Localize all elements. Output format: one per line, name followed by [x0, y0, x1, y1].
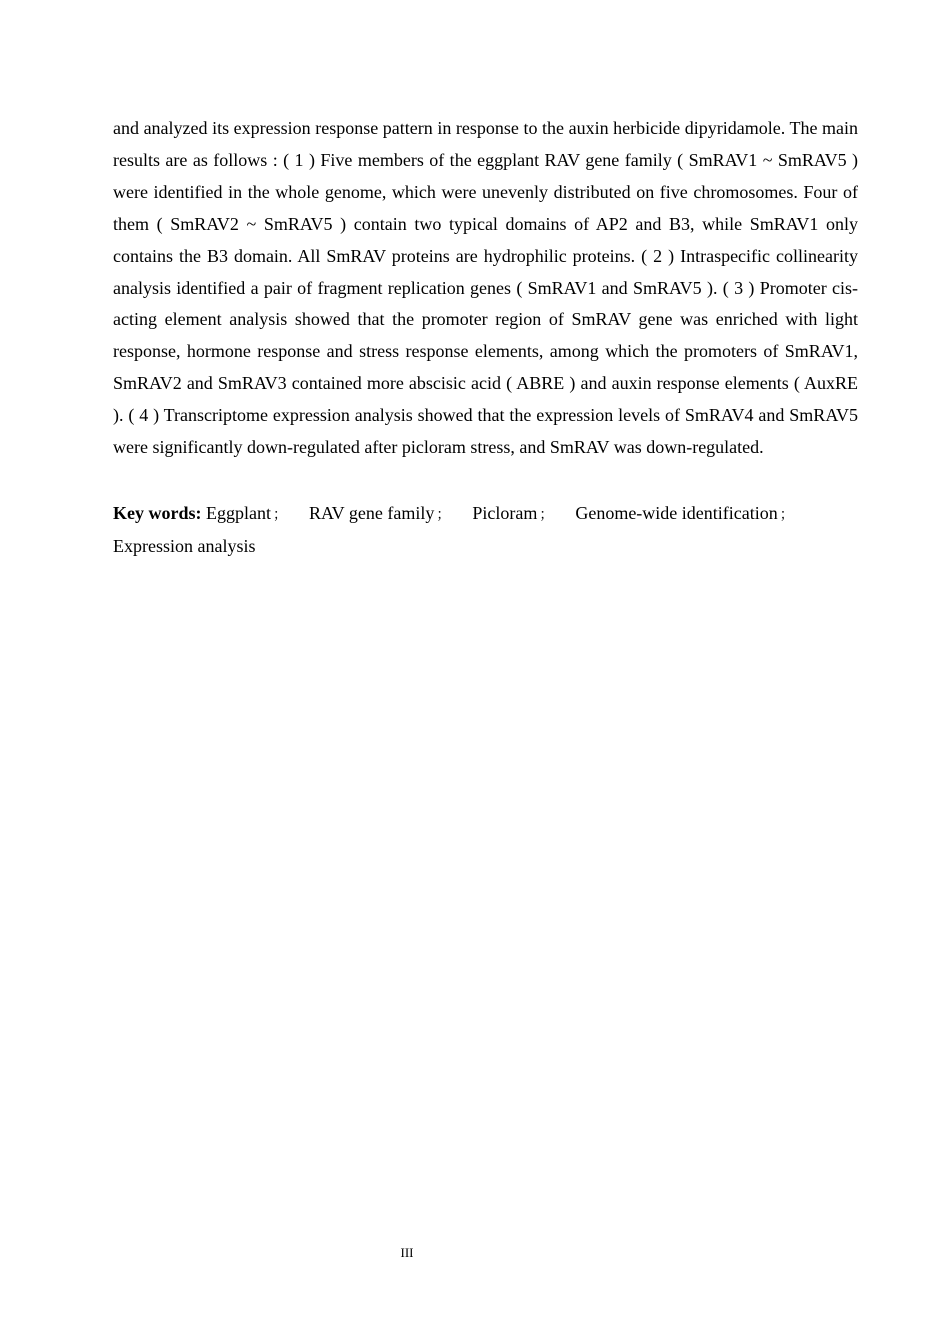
- keyword-separator: ；: [779, 508, 794, 523]
- keyword-separator: ；: [436, 508, 451, 523]
- keyword-item: Expression analysis: [113, 536, 256, 556]
- abstract-paragraph: and analyzed its expression response pattern in response to the auxin herbicide dipyridamole. The main results are as follows : ( 1 ) Five members of the eggplant RAV gene family ( SmRAV1 ~ SmRAV5 ) were identified in the whole genome, which were unevenly distributed on five chromosomes. Four of them ( SmRAV2 ~ SmRAV5 ) contain two typical domains of AP2 and B3, while SmRAV1 only contains the B3 domain. All SmRAV proteins are hydrophilic proteins. ( 2 ) Intraspecific collinearity analysis identified a pair of fragment replication genes ( SmRAV1 and SmRAV5 ). ( 3 ) Promoter cis-acting element analysis showed that the promoter region of SmRAV gene was enriched with light response, hormone response and stress response elements, among which the promoters of SmRAV1, SmRAV2 and SmRAV3 contained more abscisic acid ( ABRE ) and auxin response elements ( AuxRE ). ( 4 ) Transcriptome expression analysis showed that the expression levels of SmRAV4 and SmRAV5 were significantly down-regulated after picloram stress, and SmRAV was down-regulated.: [113, 118, 858, 458]
- keyword-separator: ；: [539, 508, 554, 523]
- keywords-line: [113, 498, 858, 562]
- keyword-item: Picloram: [472, 503, 538, 523]
- keywords-label: Key words:: [113, 503, 202, 523]
- keyword-item: Genome-wide identification: [575, 503, 778, 523]
- keyword-item: RAV gene family: [309, 503, 435, 523]
- page-number: III: [400, 1245, 414, 1260]
- keyword-item: Eggplant: [206, 503, 271, 523]
- keyword-separator: ；: [273, 508, 287, 523]
